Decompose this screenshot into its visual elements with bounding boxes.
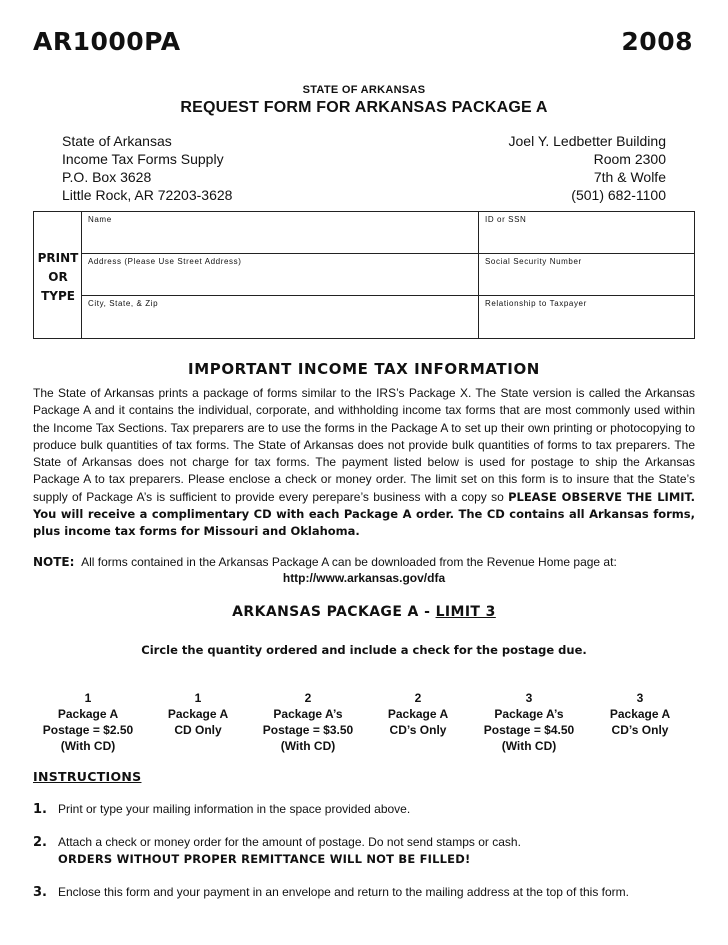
option-line3: (With CD) [280, 739, 336, 753]
option-qty: 2 [414, 691, 422, 705]
address-line: Income Tax Forms Supply [62, 151, 224, 167]
option-line2: CD’s Only [389, 723, 447, 737]
option-line2: CD’s Only [611, 723, 669, 737]
option-line2: Postage = $2.50 [42, 723, 134, 737]
city-row [82, 296, 694, 338]
note-block [33, 554, 695, 571]
step-text: Enclose this form and your payment in an envelope and return to the mailing address at the top of this form. [58, 885, 629, 899]
instruction-step [33, 801, 410, 818]
instruction-step [33, 884, 629, 901]
id-ssn-field[interactable]: ID or SSN [485, 215, 527, 224]
option-line1: Package A’s [494, 707, 564, 721]
order-option[interactable] [469, 690, 589, 754]
step-text: Attach a check or money order for the amount of postage. Do not send stamps or cash. [58, 835, 521, 849]
instruction-step [33, 834, 521, 868]
option-qty: 1 [194, 691, 202, 705]
option-line3: (With CD) [501, 739, 557, 753]
address-row [82, 254, 694, 296]
step-number: 2. [33, 835, 47, 850]
important-heading: IMPORTANT INCOME TAX INFORMATION [188, 360, 540, 378]
office-address [509, 132, 667, 204]
mailing-address [62, 132, 232, 204]
step-number: 1. [33, 802, 47, 817]
form-title: REQUEST FORM FOR ARKANSAS PACKAGE A [180, 99, 548, 116]
option-line1: Package A’s [273, 707, 343, 721]
print-label: PRINT [37, 251, 79, 265]
print-or-type-column [34, 212, 82, 338]
order-option[interactable] [28, 690, 148, 754]
option-line2: CD Only [174, 723, 222, 737]
step-warning: ORDERS WITHOUT PROPER REMITTANCE WILL NOT BE FILLED! [58, 852, 471, 866]
package-heading-prefix: ARKANSAS PACKAGE A - [232, 604, 436, 620]
order-option[interactable] [138, 690, 258, 738]
taxpayer-info-box [33, 211, 695, 339]
address-line: 7th & Wolfe [593, 169, 666, 185]
order-option[interactable] [358, 690, 478, 738]
street-address-field[interactable]: Address (Please Use Street Address) [88, 257, 242, 266]
name-row [82, 212, 694, 254]
address-line: Little Rock, AR 72203-3628 [62, 187, 233, 203]
note-label: NOTE: [33, 555, 75, 569]
form-id: AR1000PA [33, 27, 181, 56]
form-year: 2008 [621, 27, 693, 56]
info-paragraph [33, 385, 695, 541]
circle-instruction: Circle the quantity ordered and include a check for the postage due. [141, 643, 587, 657]
option-line1: Package A [609, 707, 671, 721]
option-line3: (With CD) [60, 739, 116, 753]
address-line: Joel Y. Ledbetter Building [508, 133, 666, 149]
option-line1: Package A [387, 707, 449, 721]
city-state-zip-field[interactable]: City, State, & Zip [88, 299, 159, 308]
address-line: (501) 682-1100 [571, 187, 666, 203]
order-option[interactable] [248, 690, 368, 754]
address-line: Room 2300 [593, 151, 666, 167]
info-text: The State of Arkansas prints a package of forms similar to the IRS’s Package X. The State version is called the Arkansas Package A and it contains the individual, corporate, and withholding income tax forms that are most commonly used within the Income Tax Sections. Tax preparers are to use the forms in the Package A to set up their own printing or photocopying to produce bulk quantities of tax forms. The State of Arkansas does not provide bulk quantities of forms to tax preparers. The State of Arkansas does not charge for tax forms. The payment listed below is used for postage to ship the Arkansas Package A to tax preparers. Please enclose a check or money order. The limit set on this form is to insure that the State’s supply of Package A’s is sufficient to provide every perepare’s business with a copy so [33, 386, 695, 504]
option-qty: 1 [84, 691, 92, 705]
option-line2: Postage = $3.50 [262, 723, 354, 737]
note-text: All forms contained in the Arkansas Package A can be downloaded from the Revenue Home page at: [81, 555, 617, 569]
state-line: STATE OF ARKANSAS [302, 84, 426, 96]
ssn-field[interactable]: Social Security Number [485, 257, 582, 266]
name-field[interactable]: Name [88, 215, 112, 224]
instructions-title: INSTRUCTIONS [33, 769, 142, 784]
package-limit: LIMIT 3 [435, 604, 496, 620]
option-qty: 3 [636, 691, 644, 705]
info-bold-text: PLEASE OBSERVE THE LIMIT. You will receive a complimentary CD with each Package A order. The CD contains all Arkansas forms, plus income tax forms for Missouri and Oklahoma. [33, 489, 696, 539]
option-line1: Package A [57, 707, 119, 721]
step-text: Print or type your mailing information in the space provided above. [58, 802, 411, 816]
option-line2: Postage = $4.50 [483, 723, 575, 737]
option-qty: 3 [525, 691, 533, 705]
step-number: 3. [33, 885, 47, 900]
package-heading [0, 604, 728, 620]
type-label: TYPE [41, 289, 75, 303]
download-url[interactable]: http://www.arkansas.gov/dfa [282, 571, 446, 585]
option-qty: 2 [304, 691, 312, 705]
address-line: State of Arkansas [62, 133, 172, 149]
address-line: P.O. Box 3628 [62, 169, 152, 185]
order-option[interactable] [580, 690, 700, 738]
option-line1: Package A [167, 707, 229, 721]
or-label: OR [48, 270, 68, 284]
relationship-field[interactable]: Relationship to Taxpayer [485, 299, 587, 308]
